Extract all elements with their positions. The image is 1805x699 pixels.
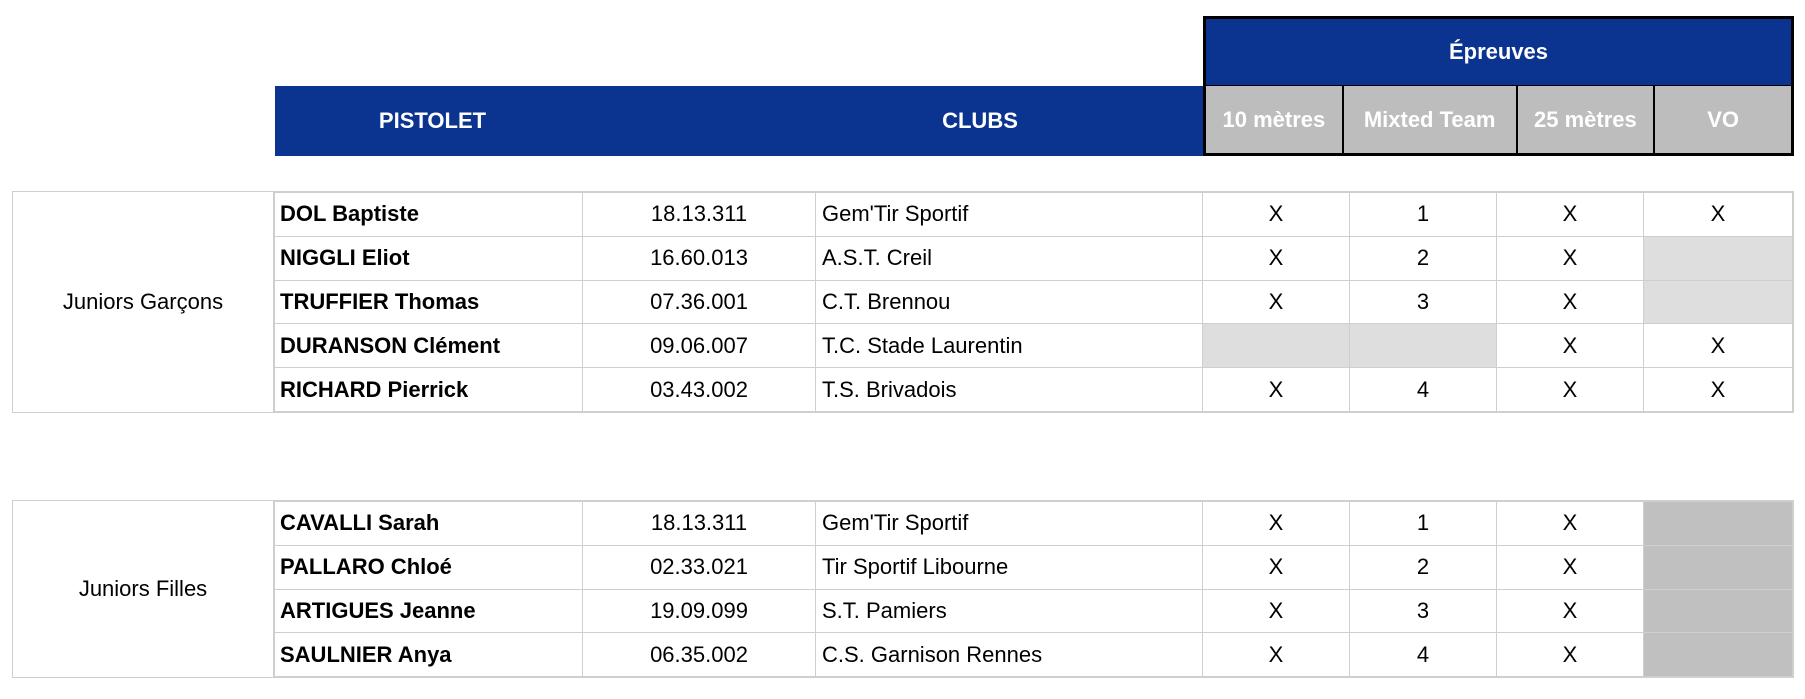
athlete-name: CAVALLI Sarah — [275, 502, 583, 546]
event-10m-mark: X — [1203, 280, 1350, 324]
club-name: Tir Sportif Libourne — [816, 545, 1203, 589]
group-juniors-filles — [12, 500, 1794, 678]
licence-number: 18.13.311 — [583, 502, 816, 546]
athlete-name: SAULNIER Anya — [275, 633, 583, 677]
athlete-name: ARTIGUES Jeanne — [275, 589, 583, 633]
event-vo-mark: X — [1644, 324, 1793, 368]
event-25m-mark: X — [1497, 502, 1644, 546]
licence-number: 02.33.021 — [583, 545, 816, 589]
table-row — [275, 545, 1793, 589]
table-row — [275, 502, 1793, 546]
licence-number: 03.43.002 — [583, 368, 816, 412]
event-10m-mark: X — [1203, 589, 1350, 633]
clubs-header — [585, 86, 1205, 156]
event-mixed-mark: 3 — [1350, 589, 1497, 633]
table-row — [275, 368, 1793, 412]
event-mixed-mark — [1350, 324, 1497, 368]
athlete-name: DURANSON Clément — [275, 324, 583, 368]
event-10m-mark: X — [1203, 368, 1350, 412]
event-vo-mark: X — [1644, 368, 1793, 412]
athlete-name: DOL Baptiste — [275, 193, 583, 237]
event-mixed-mark: 2 — [1350, 236, 1497, 280]
entries-table — [274, 192, 1793, 412]
event-10m-mark — [1203, 324, 1350, 368]
event-mixed-mark: 4 — [1350, 368, 1497, 412]
table-row — [275, 236, 1793, 280]
event-mixed-mark: 3 — [1350, 280, 1497, 324]
table-row — [275, 280, 1793, 324]
athlete-name: PALLARO Chloé — [275, 545, 583, 589]
event-10m-mark: X — [1203, 633, 1350, 677]
event-header-25m: 25 mètres — [1518, 86, 1654, 153]
club-name: Gem'Tir Sportif — [816, 502, 1203, 546]
club-name: Gem'Tir Sportif — [816, 193, 1203, 237]
table-row — [275, 633, 1793, 677]
event-vo-mark: X — [1644, 193, 1793, 237]
epreuves-header — [1203, 16, 1794, 88]
category-text: Juniors Garçons — [62, 289, 224, 314]
event-vo-mark — [1644, 502, 1793, 546]
event-25m-mark: X — [1497, 236, 1644, 280]
event-25m-mark: X — [1497, 545, 1644, 589]
licence-number: 18.13.311 — [583, 193, 816, 237]
event-25m-mark: X — [1497, 324, 1644, 368]
club-name: T.C. Stade Laurentin — [816, 324, 1203, 368]
event-10m-mark: X — [1203, 502, 1350, 546]
athlete-name: RICHARD Pierrick — [275, 368, 583, 412]
athlete-name: TRUFFIER Thomas — [275, 280, 583, 324]
table-row — [275, 589, 1793, 633]
event-columns-header — [1203, 86, 1794, 156]
event-mixed-mark: 1 — [1350, 502, 1497, 546]
licence-number: 16.60.013 — [583, 236, 816, 280]
event-10m-mark: X — [1203, 545, 1350, 589]
group-juniors-garcons — [12, 191, 1794, 413]
club-name: C.S. Garnison Rennes — [816, 633, 1203, 677]
event-vo-mark — [1644, 236, 1793, 280]
event-10m-mark: X — [1203, 236, 1350, 280]
club-name: A.S.T. Creil — [816, 236, 1203, 280]
pistolet-header — [275, 86, 590, 156]
event-header-10m: 10 mètres — [1206, 86, 1342, 153]
club-name: S.T. Pamiers — [816, 589, 1203, 633]
category-label — [13, 501, 274, 677]
clubs-label: CLUBS — [942, 108, 1018, 133]
event-mixed-mark: 2 — [1350, 545, 1497, 589]
licence-number: 19.09.099 — [583, 589, 816, 633]
licence-number: 09.06.007 — [583, 324, 816, 368]
club-name: C.T. Brennou — [816, 280, 1203, 324]
category-label — [13, 192, 274, 412]
event-vo-mark — [1644, 589, 1793, 633]
licence-number: 06.35.002 — [583, 633, 816, 677]
athlete-name: NIGGLI Eliot — [275, 236, 583, 280]
event-mixed-mark: 4 — [1350, 633, 1497, 677]
event-vo-mark — [1644, 280, 1793, 324]
pistolet-label: PISTOLET — [378, 108, 487, 133]
event-25m-mark: X — [1497, 589, 1644, 633]
event-25m-mark: X — [1497, 193, 1644, 237]
event-header-mixed-team: Mixted Team — [1344, 86, 1516, 153]
event-25m-mark: X — [1497, 633, 1644, 677]
licence-number: 07.36.001 — [583, 280, 816, 324]
entries-table — [274, 501, 1793, 677]
event-25m-mark: X — [1497, 368, 1644, 412]
event-header-vo: VO — [1655, 86, 1791, 153]
table-row — [275, 324, 1793, 368]
epreuves-label: Épreuves — [1448, 39, 1549, 64]
event-vo-mark — [1644, 633, 1793, 677]
event-vo-mark — [1644, 545, 1793, 589]
event-mixed-mark: 1 — [1350, 193, 1497, 237]
club-name: T.S. Brivadois — [816, 368, 1203, 412]
event-10m-mark: X — [1203, 193, 1350, 237]
table-row — [275, 193, 1793, 237]
event-25m-mark: X — [1497, 280, 1644, 324]
category-text: Juniors Filles — [78, 576, 208, 601]
